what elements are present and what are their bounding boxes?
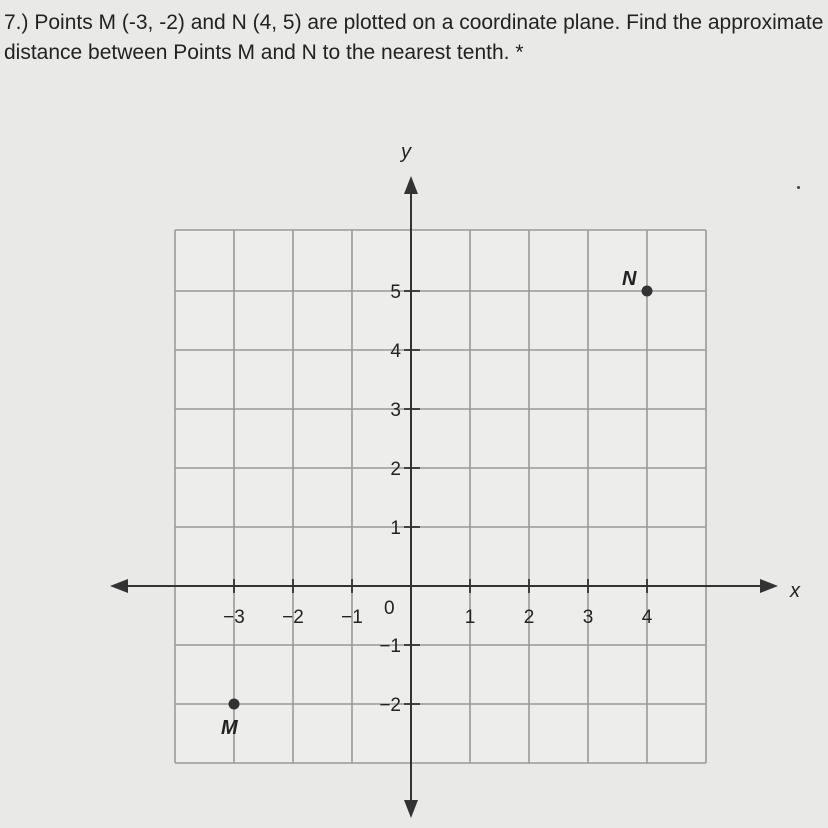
x-tick-label: −3 xyxy=(223,607,245,628)
point-n-label: N xyxy=(622,268,637,290)
origin-label: 0 xyxy=(384,598,395,619)
grid-background xyxy=(176,230,706,763)
x-tick-label: 1 xyxy=(464,607,476,628)
x-tick-label: 2 xyxy=(523,607,535,628)
required-asterisk: * xyxy=(515,41,524,64)
question-prompt: 7.) Points M (-3, -2) and N (4, 5) are plotted on a coordinate plane. Find the approximate distance between Points M and N to the nearest tenth. xyxy=(4,11,824,64)
x-axis-left-arrow xyxy=(110,579,128,593)
x-tick-label: −2 xyxy=(282,607,304,628)
y-tick-label: 4 xyxy=(390,341,401,362)
x-tick-label: −1 xyxy=(341,607,363,628)
x-axis-right-arrow xyxy=(760,579,778,593)
point-n-marker xyxy=(642,286,653,297)
y-axis-top-arrow xyxy=(404,176,418,194)
y-tick-label: 5 xyxy=(390,282,401,303)
y-tick-label: −2 xyxy=(379,695,401,716)
x-tick-label: 3 xyxy=(582,607,594,628)
y-axis-label: y xyxy=(401,141,411,163)
y-tick-label: 3 xyxy=(390,400,401,421)
y-tick-label: 1 xyxy=(390,518,401,539)
x-axis-label: x xyxy=(790,580,800,602)
x-tick-label: 4 xyxy=(641,607,653,628)
point-m-label: M xyxy=(221,717,238,739)
y-axis-bottom-arrow xyxy=(404,800,418,818)
y-tick-label: 2 xyxy=(390,459,401,480)
y-tick-label: −1 xyxy=(379,636,401,657)
point-m-marker xyxy=(229,699,240,710)
